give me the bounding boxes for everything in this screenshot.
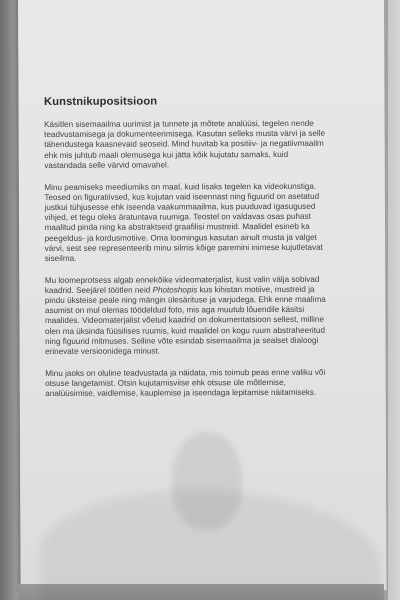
paragraph-1: Käsitlen sisemaailma uurimist ja tunnete ja mõtete analüüsi, tegelen nende teadvustamisega ja dokumenteerimisega. Kasutan selleks musta värvi ja selle tähendustega kaasnevaid seoseid. Mind huvitab ka positiiv- ja negatiivmaailm ehk mis juhtub maali olemusega kui jätta kõik kujutatu samaks, kuid vastandada selle värvid omavahel. xyxy=(44,118,326,170)
visitor-shadow-head xyxy=(172,432,242,530)
paragraph-3: Mu loomeprotsess algab ennekõike videomaterjalist, kust valin välja sobivad kaadrid. Seejärel töötlen neid Photoshopis kus kihistan motiive, mustreid ja pindu üksteise peale ning mängin ülesärituse ja varjudega. Ehk enne maalima asumist on mul olemas töödeldud foto, mis aga muutub lõuendile käsitsi maalides. Videomaterjalist võetud kaadrid on dokumentatsioon sellest, milline olen ma üksinda füüsilises ruumis, kuid maalidel on kogu ruum abstraheeritud ning figuurid mitmuses. Selline võte esindab sisemaailma ja sealset dialoogi erinevate versioonidega minust. xyxy=(44,274,326,357)
gallery-wall xyxy=(388,0,400,600)
page-title: Kunstnikupositsioon xyxy=(44,95,158,108)
paragraph-4: Minu jaoks on oluline teadvustada ja näidata, mis toimub peas enne valiku või otsuse langetamist. Otsin kujutamisviise ehk otsuse üle mõtlemise, analüüsimise, vaidlemise, kauplemise ja iseendaga lepitamise näitamiseks. xyxy=(45,367,326,399)
paragraph-2: Minu peamiseks meediumiks on maal, kuid lisaks tegelen ka videokunstiga. Teosed on figuratiivsed, kus kujutan vaid iseennast ning figuurid on asetatud justkui tühjusesse ehk iseenda vaakummaailma, kus puuduvad igasugused vihjed, et tegu oleks äratuntava ruumiga. Teostel on valdavas osas puhast maalitud pinda ning ka abstraktseid graafilisi mustreid. Maalidel esineb ka peegeldus- ja kordusmotiive. Oma loomingus kasutan ainult musta ja valget värvi, sest see representeerib minu silmis kõige paremini inimese kujutletavat siseilma. xyxy=(44,181,323,263)
panel-text xyxy=(44,95,363,411)
